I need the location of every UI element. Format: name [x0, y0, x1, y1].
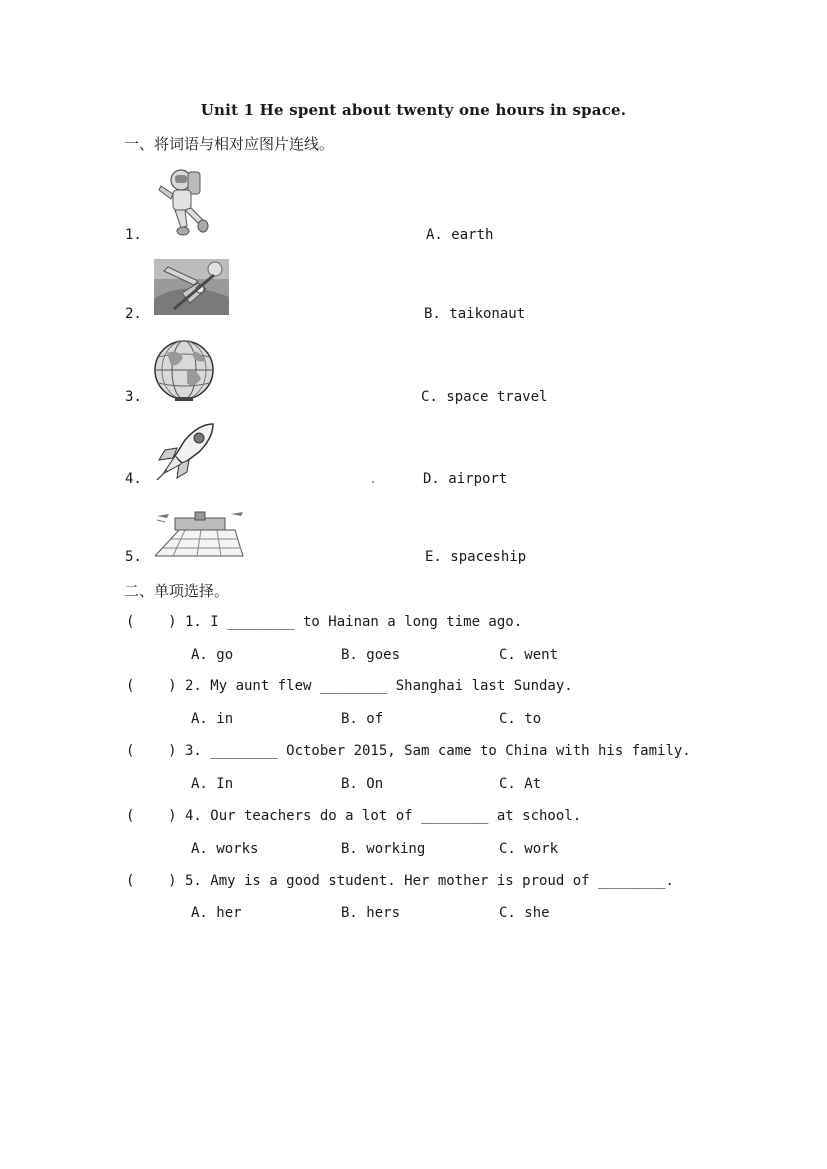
item-number: 5.	[125, 549, 142, 565]
section1-heading: 一、将词语与相对应图片连线。	[124, 135, 335, 153]
globe-icon	[153, 339, 215, 405]
item-number: 3.	[125, 389, 142, 405]
astronaut-icon	[155, 166, 210, 242]
option-c: C. At	[499, 776, 542, 792]
question-text: ( ) 3. ________ October 2015, Sam came to China with his family.	[126, 743, 691, 759]
question-text: ( ) 5. Amy is a good student. Her mother is proud of ________.	[126, 873, 674, 889]
option-a: A. go	[191, 647, 234, 663]
option-b: B. goes	[341, 647, 401, 663]
section2-heading: 二、单项选择。	[124, 582, 230, 600]
option-b: B. of	[341, 711, 384, 727]
option-b: B. On	[341, 776, 384, 792]
question-text: ( ) 1. I ________ to Hainan a long time ago.	[126, 614, 523, 630]
option-a: A. in	[191, 711, 234, 727]
option-a: A. works	[191, 841, 259, 857]
option-a: A. her	[191, 905, 242, 921]
item-number: 1.	[125, 227, 142, 243]
option-a: A. In	[191, 776, 234, 792]
option-c: C. went	[499, 647, 559, 663]
option-b: B. working	[341, 841, 426, 857]
question-text: ( ) 2. My aunt flew ________ Shanghai last Sunday.	[126, 678, 573, 694]
word-option: D. airport	[423, 471, 508, 487]
stray-mark	[372, 481, 374, 483]
option-b: B. hers	[341, 905, 401, 921]
page-title: Unit 1 He spent about twenty one hours in space.	[200, 101, 627, 119]
item-number: 2.	[125, 306, 142, 322]
word-option: B. taikonaut	[424, 306, 526, 322]
space-travel-icon	[154, 259, 229, 319]
word-option: A. earth	[426, 227, 494, 243]
rocket-icon	[155, 420, 217, 486]
word-option: E. spaceship	[425, 549, 527, 565]
question-text: ( ) 4. Our teachers do a lot of ________ at school.	[126, 808, 582, 824]
option-c: C. to	[499, 711, 542, 727]
option-c: C. work	[499, 841, 559, 857]
word-option: C. space travel	[421, 389, 548, 405]
item-number: 4.	[125, 471, 142, 487]
airport-icon	[155, 506, 245, 562]
option-c: C. she	[499, 905, 550, 921]
